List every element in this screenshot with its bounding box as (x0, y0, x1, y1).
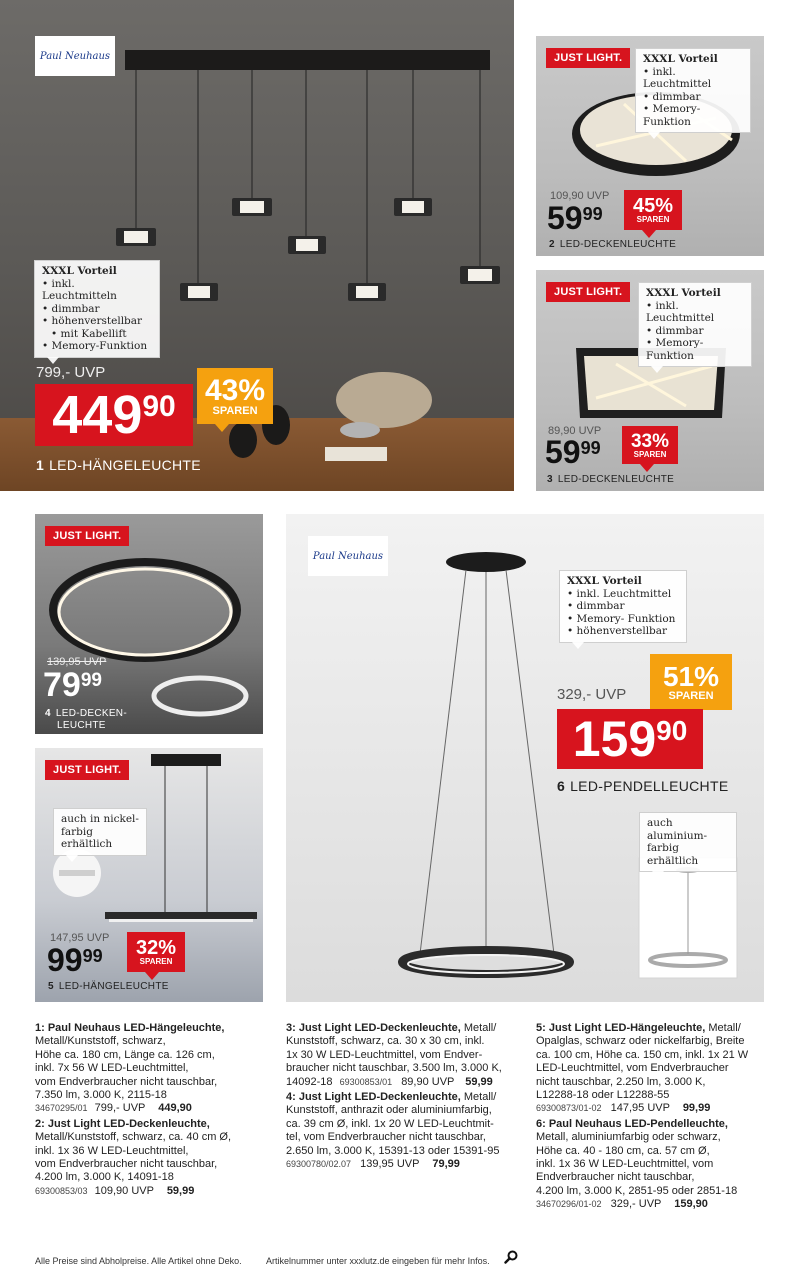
just-light-badge: JUST LIGHT. (45, 526, 129, 546)
product-label-2 (549, 239, 676, 250)
just-light-badge: JUST LIGHT. (546, 282, 630, 302)
sale-price-5 (47, 944, 103, 976)
savings-badge-6 (650, 654, 732, 710)
brand-logo-text: Paul Neuhaus (39, 50, 111, 62)
callout-item: • Memory-Funktion (646, 337, 744, 362)
sale-price-4 (43, 668, 102, 702)
callout-item: • dimmbar (643, 91, 743, 104)
callout-title: XXXL Vorteil (567, 575, 642, 587)
product-number: 3 (547, 474, 553, 485)
product-panel-5 (35, 748, 263, 1002)
description-title: 1: Paul Neuhaus LED-Hängeleuchte, (35, 1022, 225, 1034)
savings-badge-2 (624, 190, 682, 230)
callout-item: • Memory-Funktion (42, 340, 152, 353)
description-line: LED-Leuchtmittel, vom Endverbraucher (536, 1062, 729, 1075)
callout-item: • mit Kabellift (42, 328, 152, 341)
savings-label: SPAREN (139, 957, 173, 966)
brand-logo (308, 536, 388, 576)
product-number: 4 (45, 708, 51, 719)
callout-item: • höhenverstellbar (567, 625, 679, 638)
description-price: 449,90 (158, 1102, 192, 1115)
description-title: 5: Just Light LED-Hängeleuchte, (536, 1022, 706, 1034)
savings-percent: 32% (135, 937, 177, 959)
price-integer: 59 (545, 434, 581, 470)
footer-disclaimer: Alle Preise sind Abholpreise. Alle Artikel ohne Deko. (35, 1256, 242, 1266)
description-title: 6: Paul Neuhaus LED-Pendelleuchte, (536, 1117, 728, 1130)
description-line: inkl. 1x 36 W LED-Leuchtmittel, (35, 1144, 189, 1157)
description-line: Höhe ca. 40 - 180 cm, ca. 57 cm Ø, (536, 1144, 710, 1157)
description-price: 59,99 (465, 1075, 493, 1088)
color-variant-note-6 (639, 812, 737, 872)
product-description-1 (35, 1022, 275, 1116)
article-number: 69300780/02.07 (286, 1159, 352, 1170)
search-icon[interactable] (504, 1250, 518, 1264)
uvp-price-5: 147,95 UVP (50, 932, 110, 944)
product-type: LED-DECKENLEUCHTE (559, 239, 677, 250)
description-uvp: 139,95 UVP (360, 1158, 420, 1171)
just-light-badge: JUST LIGHT. (45, 760, 129, 780)
product-label-4 (45, 708, 127, 732)
uvp-price-3: 89,90 UVP (548, 425, 602, 437)
description-line: L12288-18 oder L12288-55 (536, 1089, 670, 1102)
product-label-1 (36, 457, 201, 473)
description-line: Endverbraucher nicht tauschbar, (536, 1171, 695, 1184)
product-type: LED-DECKEN- (55, 708, 127, 719)
callout-item: • inkl. Leuchtmitteln (42, 278, 152, 303)
uvp-price-2: 109,90 UVP (550, 190, 610, 202)
product-type-line2: LEUCHTE (57, 720, 106, 731)
description-uvp: 329,- UVP (610, 1198, 662, 1211)
description-line: Kunststoff, schwarz, ca. 30 x 30 cm, inkl. (286, 1035, 485, 1048)
callout-item: • Memory-Funktion (643, 103, 743, 128)
brand-logo (35, 36, 115, 76)
description-title: 3: Just Light LED-Deckenleuchte, (286, 1022, 461, 1034)
callout-item: • inkl. Leuchtmittel (643, 66, 743, 91)
savings-label: SPAREN (212, 404, 258, 417)
xxxl-advantage-callout-1 (34, 260, 160, 358)
product-label-3 (547, 474, 674, 485)
price-decimal: 90 (656, 715, 688, 746)
sale-price-6 (557, 709, 703, 769)
description-price: 159,90 (674, 1198, 708, 1211)
uvp-price-4: 139,95 UVP (47, 656, 107, 668)
description-price-line (536, 1102, 768, 1115)
savings-percent: 43% (204, 373, 266, 407)
callout-title: XXXL Vorteil (42, 265, 117, 277)
callout-item: • Memory- Funktion (567, 613, 679, 626)
description-uvp: 89,90 UVP (401, 1075, 455, 1088)
description-line: 1x 30 W LED-Leuchtmittel, vom Endver- (286, 1048, 483, 1061)
description-price-line (286, 1158, 518, 1171)
xxxl-advantage-callout-3 (638, 282, 752, 367)
product-type: LED-DECKENLEUCHTE (557, 474, 675, 485)
product-type: LED-HÄNGELEUCHTE (49, 457, 201, 473)
brand-logo-text: Paul Neuhaus (312, 550, 384, 562)
color-variant-note-5 (53, 808, 147, 856)
product-number: 5 (48, 981, 54, 992)
description-line: Metall/Kunststoff, schwarz, (35, 1035, 166, 1048)
savings-badge-5 (127, 932, 185, 972)
product-panel-2 (536, 36, 764, 256)
product-panel-6 (286, 514, 764, 1002)
description-model: 14092-18 (286, 1075, 333, 1088)
footer-article-lookup: Artikelnummer unter xxxlutz.de eingeben für mehr Infos. (266, 1256, 490, 1266)
description-line: Kunststoff, anthrazit oder aluminiumfarbig, (286, 1104, 492, 1117)
price-integer: 159 (572, 711, 657, 767)
description-column-2 (286, 1022, 518, 1173)
description-uvp: 147,95 UVP (610, 1102, 670, 1115)
article-number: 69300853/01 (339, 1076, 393, 1087)
callout-item: • dimmbar (42, 303, 152, 316)
description-price: 99,99 (682, 1102, 711, 1115)
note-line: auch aluminium- (647, 817, 708, 842)
description-price-line (35, 1102, 275, 1115)
just-light-badge: JUST LIGHT. (546, 48, 630, 68)
price-decimal: 99 (82, 946, 103, 966)
callout-item: • dimmbar (646, 325, 744, 338)
description-price-line (286, 1076, 518, 1089)
description-line: braucher nicht tauschbar, 3.500 lm, 3.000 K, (286, 1062, 502, 1075)
price-decimal: 90 (142, 390, 176, 423)
description-line: vom Endverbraucher nicht tauschbar, (35, 1075, 218, 1088)
description-line: 7.350 lm, 3.000 K, 2115-18 (35, 1089, 167, 1102)
article-number: 69300853/03 (35, 1185, 88, 1196)
callout-title: XXXL Vorteil (646, 287, 721, 299)
description-line: vom Endverbraucher nicht tauschbar, (35, 1158, 218, 1171)
description-column-3 (536, 1022, 768, 1214)
callout-item: • höhenverstellbar (42, 315, 152, 328)
description-title: 4: Just Light LED-Deckenleuchte, (286, 1091, 461, 1104)
savings-label: SPAREN (633, 449, 667, 459)
savings-badge-1 (197, 368, 273, 424)
product-number: 1 (36, 457, 45, 473)
product-description-4 (286, 1091, 518, 1171)
description-price: 59,99 (166, 1184, 195, 1197)
description-line: 2.650 lm, 3.000 K, 15391-13 oder 15391-95 (286, 1144, 500, 1157)
price-decimal: 99 (80, 670, 102, 691)
price-integer: 99 (47, 942, 83, 978)
product-type: LED-PENDELLEUCHTE (570, 778, 729, 794)
description-price: 79,99 (432, 1158, 460, 1171)
description-line: ca. 100 cm, Höhe ca. 150 cm, inkl. 1x 21 W (536, 1048, 749, 1061)
description-line: inkl. 7x 56 W LED-Leuchtmittel, (35, 1062, 189, 1075)
savings-badge-3 (622, 426, 678, 464)
callout-item: • dimmbar (567, 600, 679, 613)
description-line: Metall, aluminiumfarbig oder schwarz, (536, 1131, 721, 1144)
product-label-5 (48, 981, 169, 992)
description-title: 2: Just Light LED-Deckenleuchte, (35, 1117, 210, 1130)
product-description-5 (536, 1022, 768, 1116)
savings-percent: 45% (632, 195, 674, 217)
description-line: Opalglas, schwarz oder nickelfarbig, Breite (536, 1035, 745, 1048)
article-number: 69300873/01-02 (536, 1103, 602, 1114)
product-description-6 (536, 1118, 768, 1212)
product-panel-3 (536, 270, 764, 491)
product-number: 6 (557, 778, 566, 794)
price-integer: 449 (52, 385, 143, 445)
description-price-line (536, 1198, 768, 1211)
description-line: nicht tauschbar, 2.250 lm, 3.000 K, (536, 1075, 706, 1088)
description-title-rest: Metall/ (705, 1022, 741, 1034)
savings-label: SPAREN (668, 689, 714, 702)
description-uvp: 799,- UVP (94, 1102, 146, 1115)
price-decimal: 99 (580, 438, 601, 458)
description-line: tel, vom Endverbraucher nicht tauschbar, (286, 1131, 486, 1144)
description-line: Höhe ca. 180 cm, Länge ca. 126 cm, (35, 1048, 215, 1061)
description-uvp: 109,90 UVP (94, 1184, 154, 1197)
uvp-price-6: 329,- UVP (557, 686, 627, 703)
price-integer: 79 (43, 666, 81, 704)
description-line: 4.200 lm, 3.000 K, 14091-18 (35, 1171, 174, 1184)
product-number: 2 (549, 239, 555, 250)
product-label-6 (557, 778, 728, 794)
xxxl-advantage-callout-2 (635, 48, 751, 133)
description-line: Metall/Kunststoff, schwarz, ca. 40 cm Ø, (35, 1131, 232, 1144)
description-price-line (35, 1185, 275, 1198)
description-line: 4.200 lm, 3.000 K, 2851-95 oder 2851-18 (536, 1184, 738, 1197)
savings-label: SPAREN (636, 215, 670, 224)
product-type: LED-HÄNGELEUCHTE (58, 981, 169, 992)
uvp-price-1: 799,- UVP (36, 364, 106, 381)
price-integer: 59 (547, 200, 583, 236)
note-line: farbig erhältlich (61, 825, 113, 850)
savings-percent: 51% (662, 660, 720, 692)
product-description-3 (286, 1022, 518, 1089)
sale-price-3 (545, 436, 601, 468)
callout-item: • inkl. Leuchtmittel (646, 300, 744, 325)
description-column-1 (35, 1022, 275, 1200)
sale-price-2 (547, 202, 603, 234)
callout-title: XXXL Vorteil (643, 53, 718, 65)
sale-price-1 (35, 384, 193, 446)
article-number: 34670295/01 (35, 1103, 88, 1114)
description-title-rest: Metall/ (460, 1091, 497, 1104)
price-decimal: 99 (582, 204, 603, 224)
description-title-rest: Metall/ (460, 1022, 497, 1034)
savings-percent: 33% (630, 430, 670, 452)
callout-item: • inkl. Leuchtmittel (567, 588, 679, 601)
article-number: 34670296/01-02 (536, 1199, 602, 1210)
product-panel-1 (0, 0, 514, 491)
description-line: ca. 39 cm Ø, inkl. 1x 20 W LED-Leuchtmit- (286, 1117, 494, 1130)
product-description-2 (35, 1118, 275, 1198)
note-line: farbig erhältlich (647, 842, 699, 867)
description-line: inkl. 1x 36 W LED-Leuchtmittel, vom (536, 1158, 714, 1171)
xxxl-advantage-callout-6 (559, 570, 687, 643)
note-line: auch in nickel- (61, 813, 139, 825)
product-panel-4 (35, 514, 263, 734)
